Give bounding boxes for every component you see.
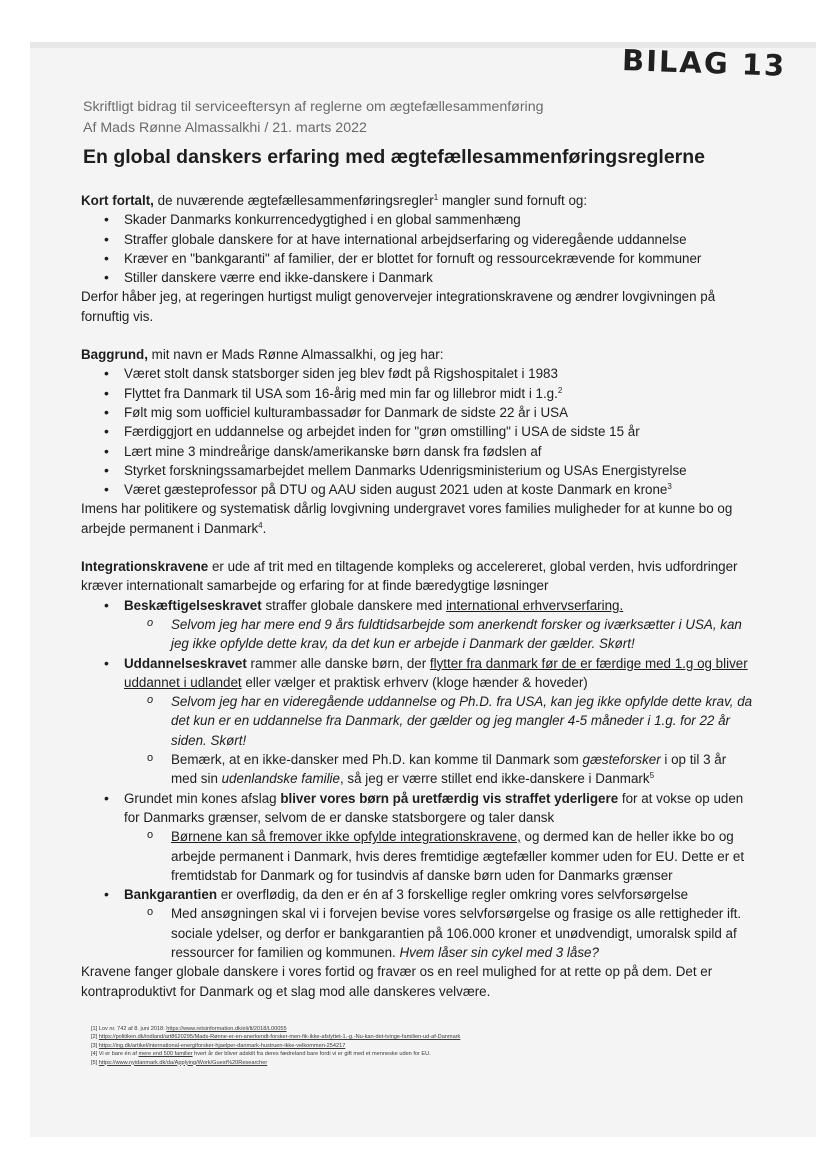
footnote-5 <box>91 1059 631 1067</box>
kone-text-2: for at vokse op uden for Danmarks grænser, selvom de er danske statsborgere og taler dansk <box>124 790 744 825</box>
sub-list <box>81 615 753 654</box>
sub-italic: udenlandske familie <box>221 771 340 787</box>
list-item: • Færdiggjort en uddannelse og arbejdet inden for "grøn omstilling" i USA de sidste 15 år <box>81 422 753 441</box>
header-author-date: Af Mads Rønne Almassalkhi / 21. marts 2022 <box>83 120 367 136</box>
document-title: En global danskers erfaring med ægtefællesammenføringsreglerne <box>83 146 706 168</box>
footnote-ref-2: 2 <box>557 385 563 395</box>
sub-list-item: o Selvom jeg har en videregående uddannelse og Ph.D. fra USA, kan jeg ikke opfylde dette krav, da det kun er en uddannelse fra Danmark, der gælder og jeg mangler 4-5 måneder i 1.g. for 22 år siden. Skørt! <box>81 692 753 750</box>
footnote-link[interactable]: https://ing.dk/artikel/international-energiforsker-hjaelper-danmark-hustruen-ikke-velkommen-254217 <box>98 1042 346 1049</box>
header-submission-line: Skriftligt bidrag til serviceeftersyn af reglerne om ægtefællesammenføring <box>83 99 544 115</box>
sub-text: Bemærk, at en ikke-dansker med Ph.D. kan komme til Danmark som <box>171 752 583 768</box>
integration-bullet-list <box>81 596 753 963</box>
list-item-beskaeftigelse <box>81 596 753 654</box>
footnote-label: [4] Vi er bare én af <box>91 1051 139 1058</box>
kort-intro <box>81 191 753 210</box>
kone-bold: bliver vores børn på uretfærdig vis straffet yderligere <box>280 790 619 806</box>
kort-lead: Kort fortalt, <box>81 193 154 208</box>
footnote-2 <box>91 1033 631 1041</box>
uddannelse-text-2: eller vælger et praktisk erhverv (kloge hænder & hoveder) <box>241 674 588 690</box>
footnote-3 <box>91 1042 631 1050</box>
sub-list-item: o Selvom jeg har mere end 9 års fuldtidsarbejde som anerkendt forsker og iværksætter i USA, kan jeg ikke opfylde dette krav, da det kun er arbejde i Danmark der gælder. Skørt! <box>81 615 753 654</box>
baggrund-closing-text: Imens har politikere og systematisk dårlig lovgivning undergravet vores families muligheder for at kunne bo og arbejde permanent i Danmark <box>81 501 733 536</box>
beskaeftigelse-lead: Beskæftigelseskravet <box>124 597 262 613</box>
footnote-link[interactable]: https://www.nyidanmark.dk/da/Applying/Work/Guest%20Researcher <box>98 1059 268 1066</box>
handwritten-annex-stamp: BILAG 13 <box>621 43 787 83</box>
baggrund-lead: Baggrund, <box>81 347 148 363</box>
list-item: • Følt mig som uofficiel kulturambassadør for Danmark de sidste 22 år i USA <box>81 403 753 422</box>
list-item: • Straffer globale danskere for at have international arbejdserfaring og videregående uddannelse <box>81 230 753 249</box>
sub-list-item <box>81 750 753 789</box>
kort-lead-text-2: mangler sund fornuft og: <box>438 193 588 208</box>
kort-lead-text: de nuværende ægtefællesammenføringsregler <box>153 193 434 208</box>
list-item-uddannelse <box>81 654 753 789</box>
document-body <box>81 191 753 1001</box>
list-item: • Stiller danskere værre end ikke-danskere i Danmark <box>81 268 753 287</box>
list-item <box>81 480 753 499</box>
sub-list <box>81 904 753 962</box>
list-item-text: Været gæsteprofessor på DTU og AAU siden august 2021 uden at koste Danmark en krone <box>124 482 668 498</box>
footnote-label: [3] <box>91 1042 99 1049</box>
footnote-link[interactable]: mere end 500 familier <box>138 1051 193 1058</box>
kort-closing: Derfor håber jeg, at regeringen hurtigst muligt genovervejer integrationskravene og ændrer lovgivningen på fornuftig vis. <box>81 289 716 324</box>
uddannelse-text: rammer alle danske børn, der <box>246 655 430 671</box>
kort-bullet-list <box>81 210 753 287</box>
footnote-text: hvert år der bliver adskilt fra deres fædreland bare fordi vi er gift med et menneske uden for EU. <box>192 1051 431 1058</box>
list-item-text: Flyttet fra Danmark til USA som 16-årig med min far og lillebror midt i 1.g. <box>124 385 558 401</box>
uddannelse-link[interactable]: flytter fra danmark før de er færdige med 1.g og bliver uddannet i udlandet <box>124 655 748 690</box>
baggrund-closing-end: . <box>262 520 267 536</box>
beskaeftigelse-link[interactable]: international erhvervserfaring. <box>446 597 624 613</box>
list-item: • Været stolt dansk statsborger siden jeg blev født på Rigshospitalet i 1983 <box>81 364 753 383</box>
kone-sub-text: og dermed kan de heller ikke bo og arbejde permanent i Danmark, hvis deres fremtidige ægtefæller kommer uden for EU. Dette er et fremtidstab for Danmark og for tusindvis af danske børn uden for Danmarks grænser <box>171 829 745 883</box>
uddannelse-lead: Uddannelseskravet <box>124 655 247 671</box>
sub-list <box>81 692 753 788</box>
baggrund-lead-text: mit navn er Mads Rønne Almassalkhi, og jeg har: <box>147 347 444 363</box>
bank-text: er overflødig, da den er én af 3 forskellige regler omkring vores selvforsørgelse <box>217 887 689 903</box>
list-item: • Skader Danmarks konkurrencedygtighed i en global sammenhæng <box>81 210 753 229</box>
footnote-ref-5: 5 <box>649 771 655 781</box>
footnote-label: [1] Lov nr. 742 af 8. juni 2018: <box>91 1026 167 1032</box>
kone-text: Grundet min kones afslag <box>124 790 281 806</box>
footnote-ref-3: 3 <box>667 482 672 492</box>
sub-list-item <box>81 827 753 885</box>
baggrund-bullet-list <box>81 364 753 499</box>
integration-lead: Integrationskravene <box>81 559 209 575</box>
list-item-bank <box>81 885 753 962</box>
footnote-link[interactable]: https://politiken.dk/indland/art8620295/Mads-Rønne-er-en-anerkendt-forsker-men-fik-ikke-afslyttet-1.-g.-Nu-kan-det-tvinge-familien-ud-af-Danmark <box>98 1034 461 1041</box>
kone-sub-link[interactable]: Børnene kan så fremover ikke opfylde integrationskravene, <box>171 829 521 845</box>
footnote-label: [2] <box>91 1034 99 1041</box>
sub-text: , så jeg er værre stillet end ikke-danskere i Danmark <box>339 771 650 787</box>
footnote-link[interactable]: https://www.retsinformation.dk/eli/lt/2018/L00055 <box>166 1026 287 1032</box>
footnote-label: [5] <box>91 1059 99 1066</box>
list-item <box>81 384 753 403</box>
baggrund-closing <box>81 499 753 538</box>
footnote-4 <box>91 1050 631 1058</box>
footnote-ref-1: 1 <box>433 193 439 202</box>
integration-closing: Kravene fanger globale danskere i vores fortid og fravær os en reel mulighed for at rette op på dem. Det er kontraproduktivt for Danmark og et slag mod alle danskeres velvære. <box>81 964 713 999</box>
footnote-ref-4: 4 <box>258 520 263 530</box>
footnote-1 <box>91 1025 631 1033</box>
sub-list-item <box>81 904 753 962</box>
sub-italic: gæsteforsker <box>582 752 661 768</box>
bank-sub-text: Med ansøgningen skal vi i forvejen bevise vores selvforsørgelse og frasige os alle rettigheder ift. sociale ydelser, og derfor er bankgarantien på 106.000 kroner et unødvendigt, umoralsk spild af ressourcer for familien og kommunen. <box>171 906 742 960</box>
list-item-kone <box>81 789 753 885</box>
integration-lead-text: er ude af trit med en tiltagende kompleks og accelereret, global verden, hvis udfordringer kræver internationalt samarbejde og erfaring for at finde bæredygtige løsninger <box>81 559 738 594</box>
sub-text: i op til 3 år med sin <box>171 752 727 787</box>
footnotes <box>91 1025 631 1067</box>
baggrund-intro <box>81 345 753 364</box>
list-item: • Styrket forskningssamarbejdet mellem Danmarks Udenrigsministerium og USAs Energistyrelse <box>81 461 753 480</box>
sub-list <box>81 827 753 885</box>
integration-intro <box>81 557 753 596</box>
bank-lead: Bankgarantien <box>124 887 218 903</box>
beskaeftigelse-text: straffer globale danskere med <box>261 597 447 613</box>
bank-sub-italic: Hvem låser sin cykel med 3 låse? <box>399 944 599 960</box>
list-item: • Lært mine 3 mindreårige dansk/amerikanske børn dansk fra fødslen af <box>81 442 753 461</box>
list-item: • Kræver en "bankgaranti" af familier, der er blottet for fornuft og ressourcekrævende for kommuner <box>81 249 753 268</box>
